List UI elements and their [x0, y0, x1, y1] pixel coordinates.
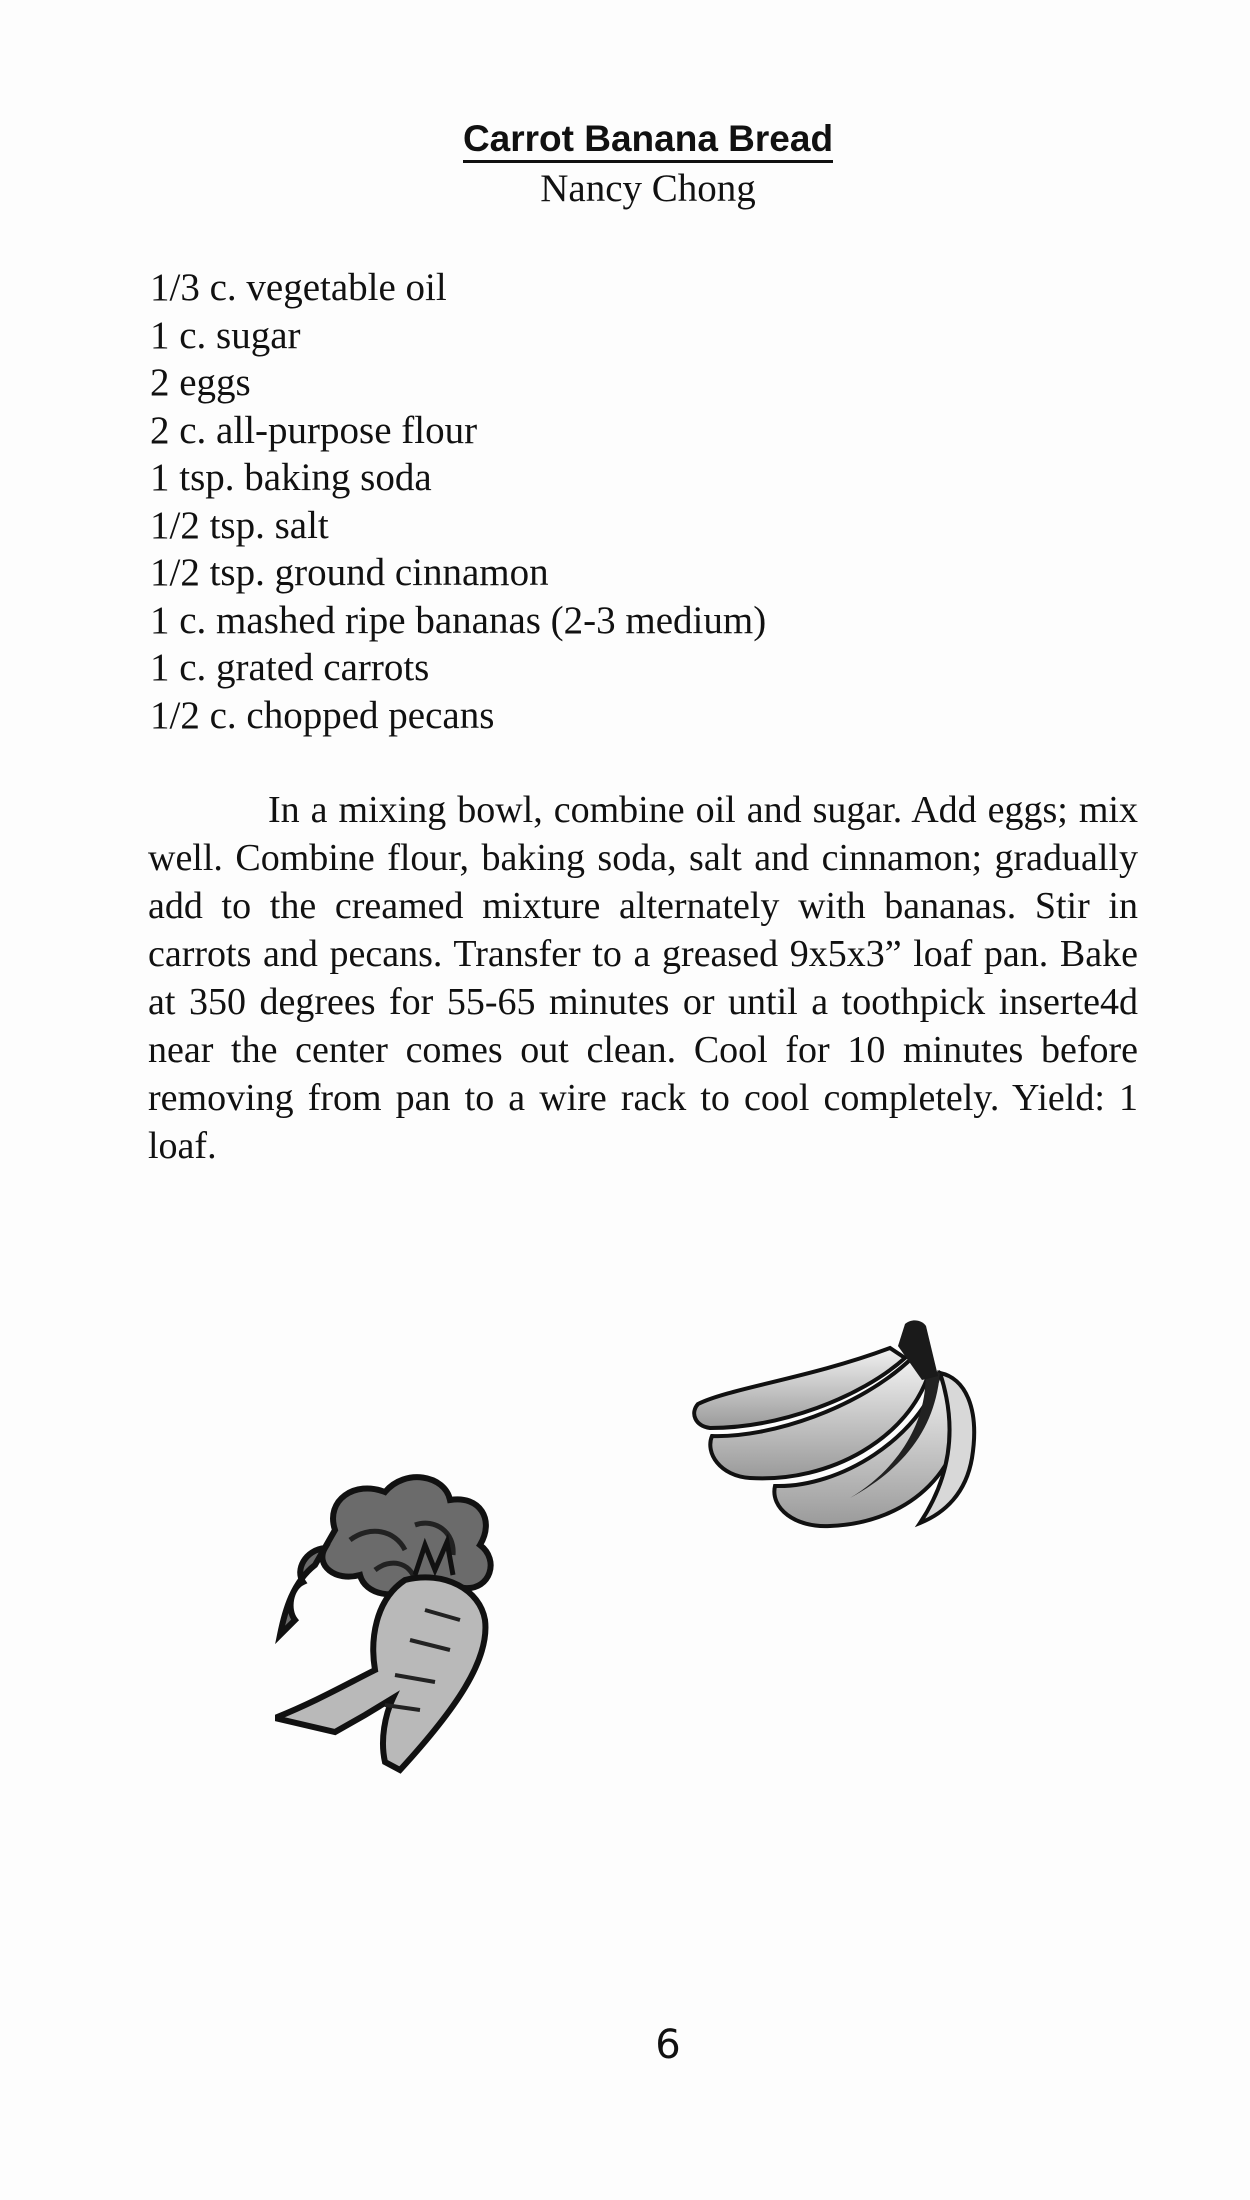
ingredient-item: 2 eggs: [150, 361, 251, 404]
ingredient-item: 1/2 tsp. ground cinnamon: [150, 551, 549, 594]
ingredient-item: 1 c. mashed ripe bananas (2-3 medium): [150, 598, 767, 642]
ingredient-item: 1 tsp. baking soda: [150, 456, 432, 499]
ingredient-item: 1 c. sugar: [150, 313, 301, 357]
recipe-title: [0, 118, 1250, 160]
ingredient-item: 1/3 c. vegetable oil: [150, 266, 447, 309]
page-number: 6: [655, 2022, 681, 2068]
ingredient-item: 1 c. grated carrots: [150, 646, 430, 689]
ingredient-item: 1/2 c. chopped pecans: [150, 693, 495, 737]
ingredient-list: [150, 264, 766, 739]
ingredient-item: 1/2 tsp. salt: [150, 503, 329, 547]
banana-bunch-icon: [690, 1318, 980, 1538]
recipe-author: Nancy Chong: [540, 167, 756, 210]
ingredient-item: 2 c. all-purpose flour: [150, 408, 478, 452]
carrot-icon: [275, 1470, 535, 1780]
recipe-directions: In a mixing bowl, combine oil and sugar. Add eggs; mix well. Combine flour, baking soda, salt and cinnamon; gradually add to the creamed mixture alternately with bananas. Stir in carrots and pecans. Transfer to a greased 9x5x3” loaf pan. Bake at 350 degrees for 55-65 minutes or until a toothpick inserte4d near the center comes out clean. Cool for 10 minutes before removing from pan to a wire rack to cool completely. Yield: 1 loaf.: [148, 789, 1138, 1167]
recipe-title-text: Carrot Banana Bread: [463, 118, 833, 163]
